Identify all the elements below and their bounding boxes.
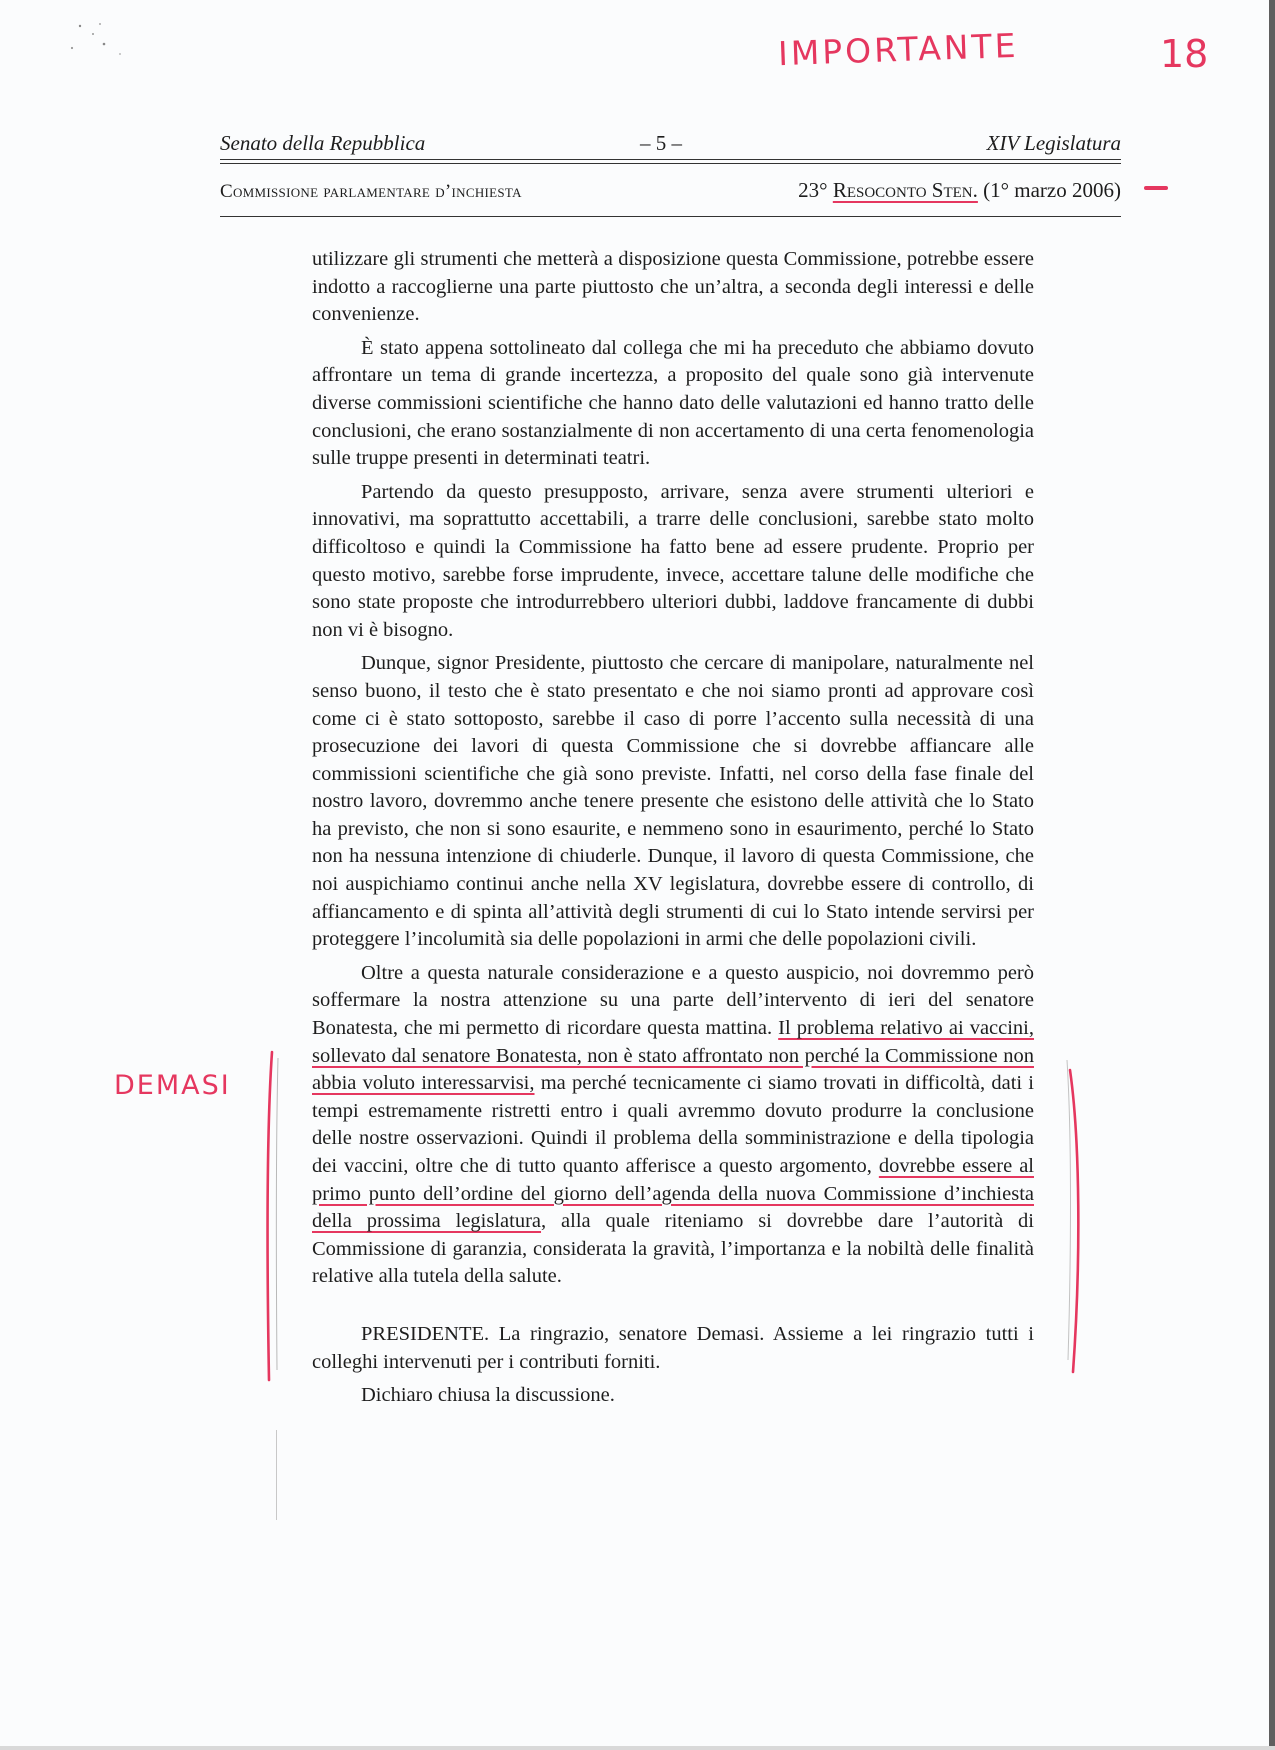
subheader <box>220 178 1121 206</box>
header-rule-top <box>220 159 1121 160</box>
paragraph-5-intro: Oltre a questa naturale considerazione e a questo auspicio, noi dovremmo però soffermare la nostra attenzione su una parte dell’intervento di ieri del senatore Bonatesta, che mi permetto di ricordare questa mattina. <box>312 961 1034 1040</box>
handwritten-page-number: 18 <box>1160 32 1209 76</box>
scan-edge-right <box>1269 0 1275 1750</box>
header-senate: Senato della Repubblica <box>220 131 426 155</box>
transcript-body <box>312 246 1034 1416</box>
paragraph-1: utilizzare gli strumenti che metterà a disposizione questa Commissione, potrebbe essere indotto a raccoglierne una parte piuttosto che un’altra, a seconda degli interessi e delle convenienze. <box>312 248 1034 326</box>
header-legislature: XIV Legislatura <box>986 131 1121 155</box>
paragraph-5 <box>312 960 1034 1291</box>
session-date: (1° marzo 2006) <box>977 178 1121 202</box>
header-rule-bottom <box>220 216 1121 217</box>
scan-specks <box>60 14 150 64</box>
handwritten-dash-mark <box>1144 186 1168 190</box>
session-type: Resoconto Sten. <box>832 178 978 202</box>
handwritten-speaker-name: DEMASI <box>114 1070 231 1101</box>
margin-faint-line <box>276 1430 277 1520</box>
running-header <box>220 131 1121 161</box>
paragraph-5-middle: ma perché tecnicamente ci siamo trovati in difficoltà, dati i tempi estremamente ristretti entro i quali avremmo dovuto produrre la conclusione delle nostre osservazioni. Quindi il problema della somministrazione e della tipologia dei vaccini, oltre che di tutto quanto afferisce a questo argomento, <box>312 1072 1035 1177</box>
paragraph-2: È stato appena sottolineato dal collega che mi ha preceduto che abbiamo dovuto affrontare un tema di grande incertezza, a proposito del quale sono già intervenute diverse commissioni scientifiche che hanno dato delle valutazioni ed hanno tratto delle conclusioni, che erano sostanzialmente di non accertamento di una certa fenomenologia sulle truppe presenti in determinati teatri. <box>312 336 1034 470</box>
handwritten-important-note: IMPORTANTE <box>777 25 1020 74</box>
paragraph-4: Dunque, signor Presidente, piuttosto che cercare di manipolare, naturalmente nel senso buono, il testo che è stato presentato e che noi siamo pronti ad approvare così come ci è stato sottoposto, sarebbe il caso di porre l’accento sulla necessità di una prosecuzione dei lavori di questa Commissione che si dovrebbe affiancare alle commissioni scientifiche che già sono previste. Infatti, nel corso della fase finale del nostro lavoro, dovremmo anche tenere presente che esistono delle attività che lo Stato ha previsto, che non si sono esaurite, e nemmeno sono in esaurimento, perché lo Stato non ha nessuna intenzione di chiuderle. Dunque, il lavoro di questa Commissione, che noi auspichiamo continui anche nella XV legislatura, dovrebbe essere di controllo, di affiancamento e di spinta all’attività degli strumenti di cui lo Stato intende servirsi per proteggere l’incolumità sia delle popolazioni in armi che delle popolazioni civili. <box>312 652 1034 951</box>
scan-edge-bottom <box>0 1746 1275 1750</box>
highlight-agenda-priority: dovrebbe essere al primo punto dell’ordine del giorno dell’agenda della nuova Commissione d’inchiesta della prossima legislatura <box>312 1155 1034 1233</box>
paragraph-president: PRESIDENTE. La ringrazio, senatore Demasi. Assieme a lei ringrazio tutti i colleghi intervenuti per i contributi forniti. <box>312 1322 1034 1373</box>
highlight-vaccine-problem: Il problema relativo ai vaccini, sollevato dal senatore Bonatesta, non è stato affrontato non perché la Commissione non abbia voluto interessarvisi, <box>312 1017 1035 1095</box>
paragraph-5-end: , alla quale riteniamo si dovrebbe dare l’autorità di Commissione di garanzia, considerata la gravità, l’importanza e la nobiltà delle finalità relative alla tutela della salute. <box>312 1210 1035 1288</box>
paragraph-closing: Dichiaro chiusa la discussione. <box>361 1384 615 1407</box>
header-commission: Commissione parlamentare d’inchiesta <box>220 181 522 202</box>
paragraph-3: Partendo da questo presupposto, arrivare, senza avere strumenti ulteriori e innovativi, ma soprattutto accettabili, a trarre delle conclusioni, sarebbe stato molto difficoltoso e quindi la Commissione ha fatto bene ad essere prudente. Proprio per questo motivo, sarebbe forse imprudente, invece, accettare talune delle modifiche che sono state proposte che introdurrebbero ulteriori dubbi, laddove francamente di dubbi non vi è bisogno. <box>312 480 1034 641</box>
margin-bracket-left <box>260 1050 282 1390</box>
session-prefix: 23° <box>798 178 833 202</box>
margin-bracket-right <box>1066 1060 1090 1380</box>
header-session <box>798 178 1121 203</box>
header-page-number: – 5 – <box>640 131 682 155</box>
header-rule-double <box>220 163 1121 164</box>
